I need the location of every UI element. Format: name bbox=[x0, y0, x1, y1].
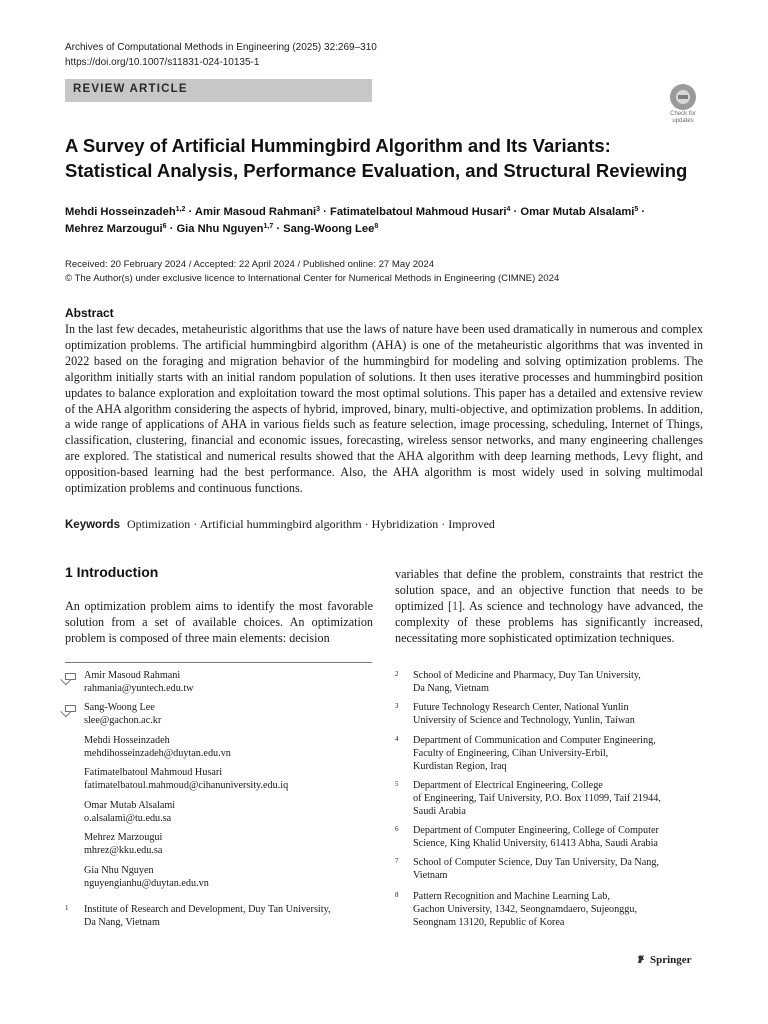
springer-horse-icon bbox=[636, 954, 646, 964]
author-name[interactable]: Mehdi Hosseinzadeh bbox=[65, 206, 176, 218]
envelope-icon bbox=[65, 673, 76, 680]
publication-dates bbox=[65, 258, 559, 286]
author-affil-sup: 5 bbox=[634, 206, 639, 213]
contact-name: Fatimatelbatoul Mahmoud Husari bbox=[84, 767, 223, 778]
author-line-1: Mehdi Hosseinzadeh$^{1,2}$ · Amir Masoud Rahmani$^3$ · Fatimatelbatoul Mahmoud Husari$^4$ · Omar Mutab Alsalami$^5$ · bbox=[65, 206, 646, 218]
contact-email[interactable]: fatimatelbatoul.mahmoud@cihanuniversity.edu.iq bbox=[84, 780, 289, 791]
author-affil-sup: 3 bbox=[316, 206, 321, 213]
author-name[interactable]: Fatimatelbatoul Mahmoud Husari bbox=[330, 206, 507, 218]
author-name[interactable]: Amir Masoud Rahmani bbox=[194, 206, 317, 218]
citation-link[interactable]: 1 bbox=[452, 599, 459, 614]
keywords-list: Optimization · Artificial hummingbird algorithm · Hybridization · Improved bbox=[126, 517, 495, 531]
intro-paragraph-col2: variables that define the problem, constraints that restrict the solution space, and an objective function that needs to be optimized [1]. As science and technology have advanced, the complexity of these problems has significantly increased, necessitating more sophisticated optimization techniques. bbox=[395, 567, 703, 646]
check-for-updates-badge[interactable] bbox=[664, 84, 702, 124]
journal-name-line: Archives of Computational Methods in Engineering (2025) 32:269–310 bbox=[65, 42, 377, 53]
author-affil-sup: 8 bbox=[374, 223, 379, 230]
title-line-1: A Survey of Artificial Hummingbird Algorithm and Its Variants: bbox=[65, 135, 611, 156]
contact-entry bbox=[84, 799, 175, 825]
affiliation-7: 7 School of Computer Science, Duy Tan University, Da Nang, Vietnam bbox=[395, 857, 660, 881]
contact-entry bbox=[84, 831, 162, 857]
author-affil-sup: 4 bbox=[506, 206, 511, 213]
affiliation-6: 6 Department of Computer Engineering, College of Computer Science, King Khalid University, 61413 Abha, Saudi Arabia bbox=[395, 825, 659, 849]
author-line-2: Mehrez Marzougui$^6$ · Gia Nhu Nguyen$^{1,7}$ · Sang-Woong Lee$^8$ bbox=[65, 223, 379, 235]
copyright-line: © The Author(s) under exclusive licence to International Center for Numerical Methods in Engineering (CIMNE) 2024 bbox=[65, 273, 560, 284]
contact-email[interactable]: rahmania@yuntech.edu.tw bbox=[84, 683, 194, 694]
author-affil-sup: 1,2 bbox=[175, 206, 186, 213]
contact-email[interactable]: mehdihosseinzadeh@duytan.edu.vn bbox=[84, 748, 231, 759]
section-heading-introduction: 1 Introduction bbox=[65, 564, 159, 580]
paper-title bbox=[65, 133, 705, 183]
publisher-name: Springer bbox=[650, 954, 692, 966]
article-type-banner bbox=[65, 79, 372, 102]
envelope-icon bbox=[65, 705, 76, 712]
contact-email[interactable]: nguyengianhu@duytan.edu.vn bbox=[84, 878, 209, 889]
contact-email[interactable]: slee@gachon.ac.kr bbox=[84, 715, 162, 726]
author-name[interactable]: Mehrez Marzougui bbox=[65, 223, 163, 235]
contact-name: Omar Mutab Alsalami bbox=[84, 800, 176, 811]
footnote-divider bbox=[65, 662, 372, 663]
author-affil-sup: 6 bbox=[162, 223, 167, 230]
contact-name: Mehrez Marzougui bbox=[84, 832, 163, 843]
contact-entry bbox=[84, 734, 231, 760]
publisher-logo bbox=[636, 954, 692, 966]
author-name[interactable]: Gia Nhu Nguyen bbox=[176, 223, 264, 235]
affiliation-5: 5 Department of Electrical Engineering, College of Engineering, Taif University, P.O. Box 11099, Taif 21944, Saudi Arabia bbox=[395, 780, 661, 817]
contact-entry bbox=[84, 766, 288, 792]
title-line-2: Statistical Analysis, Performance Evaluation, and Structural Reviewing bbox=[65, 160, 688, 181]
check-updates-label: Check for updates bbox=[670, 111, 696, 124]
check-updates-icon bbox=[670, 84, 696, 110]
contact-email[interactable]: mhrez@kku.edu.sa bbox=[84, 845, 163, 856]
journal-citation bbox=[65, 40, 377, 70]
contact-name: Amir Masoud Rahmani bbox=[84, 670, 181, 681]
received-accepted-published: Received: 20 February 2024 / Accepted: 22 April 2024 / Published online: 27 May 2024 bbox=[65, 259, 435, 270]
affiliation-3: 3 Future Technology Research Center, National Yunlin University of Science and Technology, Yunlin, Taiwan bbox=[395, 702, 635, 726]
doi-link[interactable]: https://doi.org/10.1007/s11831-024-10135-1 bbox=[65, 57, 260, 68]
author-list bbox=[65, 204, 715, 238]
affiliation-1: 1 Institute of Research and Development, Duy Tan University, Da Nang, Vietnam bbox=[65, 904, 331, 928]
affiliation-8: 8 Pattern Recognition and Machine Learning Lab, Gachon University, 1342, Seongnamdaero, Sujeonggu, Seongnam 13120, Republic of Korea bbox=[395, 891, 637, 928]
abstract-heading: Abstract bbox=[65, 306, 114, 320]
contact-name: Gia Nhu Nguyen bbox=[84, 865, 154, 876]
contact-name: Mehdi Hosseinzadeh bbox=[84, 735, 170, 746]
abstract-text: In the last few decades, metaheuristic algorithms that use the laws of nature have been used dramatically in numerous and complex optimization problems. The artificial hummingbird algorithm (AHA) is one of the metaheuristic algorithms that was invented in 2022 based on the foraging and migration behavior of the hummingbird for modeling and solving optimization problems. The algorithm initially starts with an initial random population of solutions. It then uses iterative processes and hummingbird position updates to balance exploration and exploitation toward the most optimal solutions. This paper has a detailed and extensive review of the AHA algorithm considering the aspects of hybrid, improved, binary, multi-objective, and optimization problems. In addition, a wide range of applications of AHA in various fields such as feature selection, image processing, scheduling, Internet of Things, classification, clustering, financial and economic issues, forecasting, wireless sensor networks, and many engineering challenges are explored. The statistical and numerical results showed that the AHA algorithm with deep learning methods, Levy flight, and opposition-based learning had the best performance. Also, the AHA algorithm is most widely used in solving multimodal optimization problems and continuous functions. bbox=[65, 322, 703, 496]
keywords bbox=[65, 516, 705, 533]
author-affil-sup: 1,7 bbox=[263, 223, 274, 230]
intro-paragraph-col1: An optimization problem aims to identify the most favorable solution from a set of available choices. An optimization problem is composed of three main elements: decision bbox=[65, 599, 373, 646]
contact-name: Sang-Woong Lee bbox=[84, 702, 155, 713]
corresponding-author-1 bbox=[65, 669, 375, 695]
keywords-label: Keywords bbox=[65, 519, 120, 531]
article-type-label: REVIEW ARTICLE bbox=[73, 83, 188, 95]
author-name[interactable]: Sang-Woong Lee bbox=[283, 223, 375, 235]
author-name[interactable]: Omar Mutab Alsalami bbox=[520, 206, 635, 218]
contact-entry bbox=[84, 864, 209, 890]
affiliation-2: 2 School of Medicine and Pharmacy, Duy Tan University, Da Nang, Vietnam bbox=[395, 670, 641, 694]
contact-email[interactable]: o.alsalami@tu.edu.sa bbox=[84, 813, 172, 824]
corresponding-author-2 bbox=[65, 701, 375, 727]
affiliation-4: 4 Department of Communication and Computer Engineering, Faculty of Engineering, Cihan University-Erbil, Kurdistan Region, Iraq bbox=[395, 735, 656, 772]
